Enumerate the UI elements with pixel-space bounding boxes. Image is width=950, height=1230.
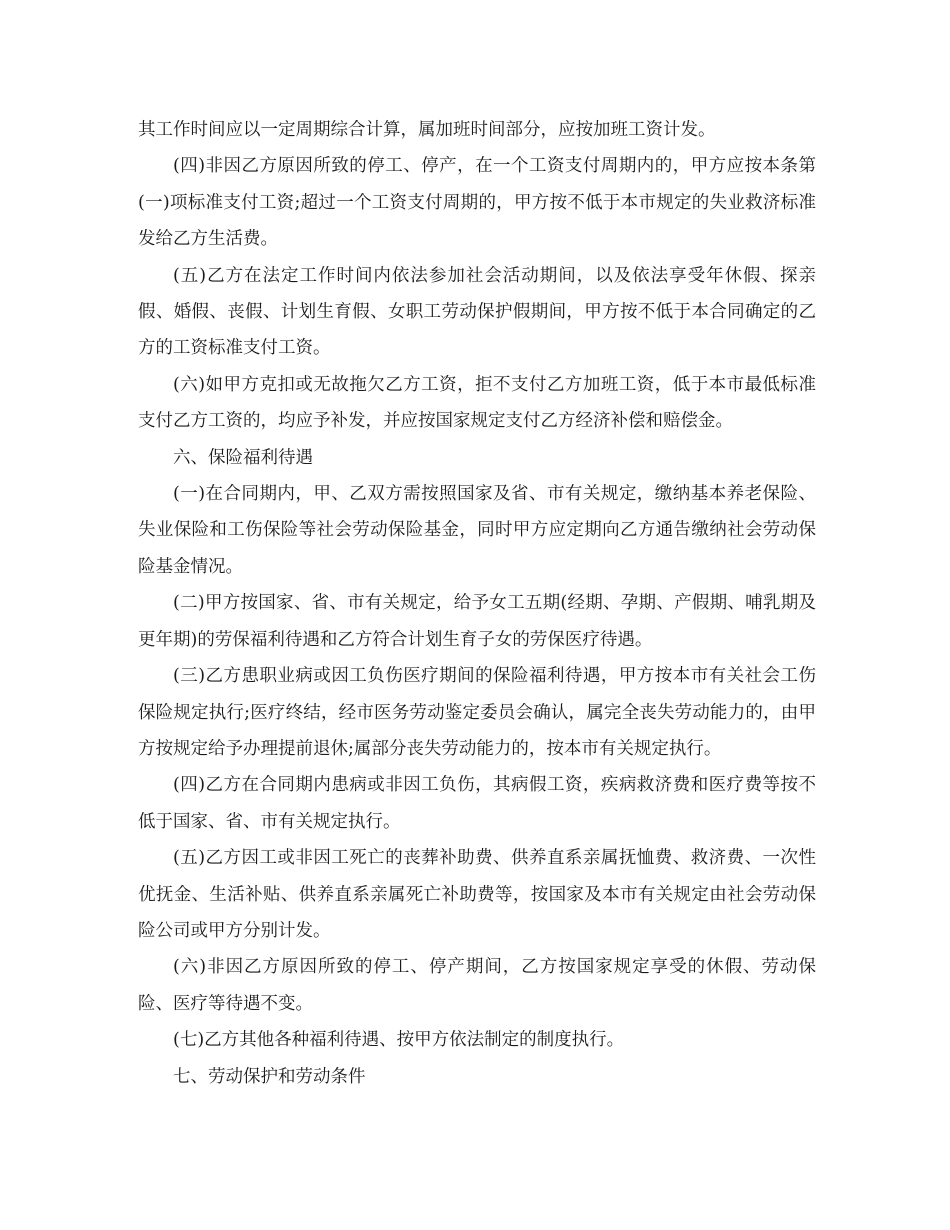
paragraph-wage-item-6: (六)如甲方克扣或无故拖欠乙方工资，拒不支付乙方加班工资，低于本市最低标准支付乙方工资的，均应予补发，并应按国家规定支付乙方经济补偿和赔偿金。 (138, 374, 816, 432)
paragraph-wage-item-5: (五)乙方在法定工作时间内依法参加社会活动期间，以及依法享受年休假、探亲假、婚假、丧假、计划生育假、女职工劳动保护假期间，甲方按不低于本合同确定的乙方的工资标准支付工资。 (138, 265, 816, 359)
section-heading-labor-protection: 七、劳动保护和劳动条件 (173, 1066, 366, 1087)
paragraph-wage-item-4: (四)非因乙方原因所致的停工、停产，在一个工资支付周期内的，甲方应按本条第(一)项标准支付工资;超过一个工资支付周期的，甲方按不低于本市规定的失业救济标准发给乙方生活费。 (138, 156, 816, 250)
paragraph-continuation: 其工作时间应以一定周期综合计算，属加班时间部分，应按加班工资计发。 (138, 120, 716, 140)
paragraph-insurance-item-1: (一)在合同期内，甲、乙双方需按照国家及省、市有关规定，缴纳基本养老保险、失业保险和工伤保险等社会劳动保险基金，同时甲方应定期向乙方通告缴纳社会劳动保险基金情况。 (138, 484, 816, 577)
paragraph-insurance-item-7: (七)乙方其他各种福利待遇、按甲方依法制定的制度执行。 (173, 1030, 625, 1051)
document-body (138, 112, 816, 1095)
paragraph-insurance-item-5: (五)乙方因工或非因工死亡的丧葬补助费、供养直系亲属抚恤费、救济费、一次性优抚金、生活补贴、供养直系亲属死亡补助费等，按国家及本市有关规定由社会劳动保险公司或甲方分别计发。 (138, 848, 816, 941)
paragraph-insurance-item-2: (二)甲方按国家、省、市有关规定，给予女工五期(经期、孕期、产假期、哺乳期及更年期)的劳保福利待遇和乙方符合计划生育子女的劳保医疗待遇。 (138, 593, 816, 650)
section-heading-insurance: 六、保险福利待遇 (173, 447, 313, 468)
paragraph-insurance-item-3: (三)乙方患职业病或因工负伤医疗期间的保险福利待遇，甲方按本市有关社会工伤保险规定执行;医疗终结，经市医务劳动鉴定委员会确认，属完全丧失劳动能力的，由甲方按规定给予办理提前退休;属部分丧失劳动能力的，按本市有关规定执行。 (138, 666, 816, 759)
paragraph-insurance-item-6: (六)非因乙方原因所致的停工、停产期间，乙方按国家规定享受的休假、劳动保险、医疗等待遇不变。 (138, 957, 816, 1014)
paragraph-insurance-item-4: (四)乙方在合同期内患病或非因工负伤，其病假工资，疾病救济费和医疗费等按不低于国家、省、市有关规定执行。 (138, 775, 816, 832)
